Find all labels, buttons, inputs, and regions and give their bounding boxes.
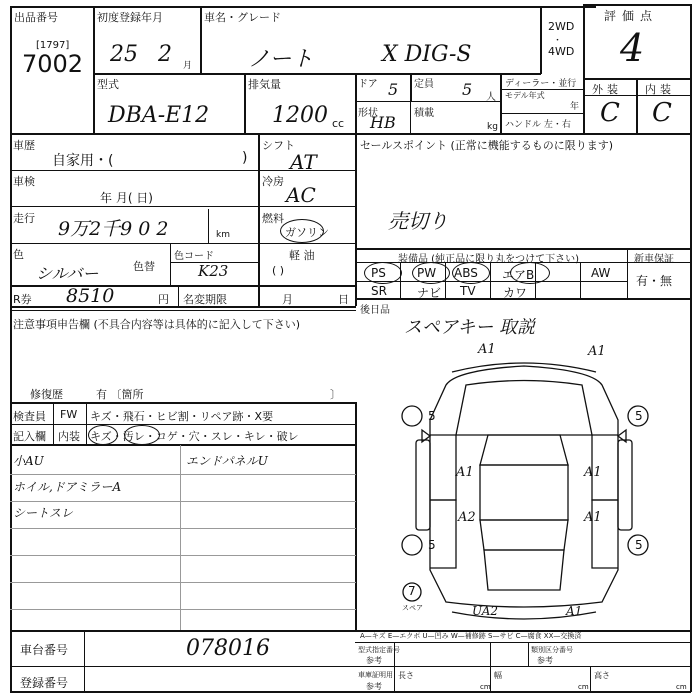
capacity-value: 5 (462, 80, 473, 99)
capacity-label: 定員 (414, 79, 434, 90)
circle-ps (364, 262, 402, 284)
spare-grade: 7 (408, 584, 416, 598)
lot-no-label: 出品番号 (14, 11, 58, 24)
circle-interior-scratch (88, 425, 118, 445)
spare-label: スペア (402, 604, 423, 612)
car-grade: X DIG-S (382, 42, 472, 67)
notes-label: 注意事項申告欄 (不具合内容等は具体的に記入して下さい) (13, 318, 301, 331)
ac-value: AC (286, 183, 316, 207)
name-change-day: 日 (338, 293, 349, 306)
inspector-label-1: 検査員 (13, 410, 46, 423)
mark-a1-mid-left: A1 (456, 465, 474, 480)
interior-inspect-options: キズ・汚レ・コゲ・穴・スレ・キレ・破レ (90, 430, 299, 443)
fuel-selected-circle (280, 219, 324, 243)
legend: A—キズ E—エクボ U—凹み W—補修跡 S—サビ C—腐食 XX—交換済 (360, 632, 582, 640)
shape-value: HB (370, 113, 396, 132)
reg-month: 2 (158, 42, 172, 67)
repair-value: 有 〔箇所 (96, 388, 144, 401)
color-value: シルバー (36, 264, 99, 283)
remark-left-3: シートスレ (13, 506, 73, 520)
mark-a2-left: A2 (458, 510, 476, 525)
lot-number: 7002 (22, 50, 84, 78)
interior-inspect-label: 内装 (58, 430, 80, 443)
equip-airbag: エアB (502, 268, 535, 282)
wheel-rear-left (402, 535, 422, 555)
model-year-unit: 年 (570, 102, 580, 112)
drive-dot: ・ (553, 36, 563, 46)
shift-label: シフト (262, 139, 295, 152)
car-name: ノート (248, 47, 314, 72)
color-code-label: 色コード (174, 251, 214, 262)
dealer-label: ディーラー・並行 (505, 79, 577, 89)
mark-a1-mid-right: A1 (584, 465, 602, 480)
interior-grade: C (652, 98, 672, 128)
model-label: 型式 (97, 78, 119, 91)
eval-score: 4 (620, 26, 645, 70)
equip-tv: TV (460, 284, 476, 298)
displacement-label: 排気量 (248, 78, 281, 91)
fuel-gasoline: ガソリン (285, 226, 329, 239)
inspection-label: 車検 (13, 175, 35, 188)
new-car-warranty-value: 有・無 (636, 274, 673, 288)
shift-value: AT (290, 150, 317, 174)
history-close: ) (242, 150, 248, 166)
remark-right-1: エンドパネルU (186, 454, 268, 468)
mark-a1-low-right: A1 (584, 510, 602, 525)
inspection-value: 年 月( 日) (100, 191, 153, 205)
wheel-front-left (402, 406, 422, 426)
type-cert-label: 型式指定番号 (358, 646, 400, 654)
remark-left-1: 小AU (13, 454, 44, 468)
car-diagram (356, 340, 690, 630)
name-change-month: 月 (282, 293, 293, 306)
later-items-label: 後日品 (360, 305, 390, 316)
equip-abs: ABS (454, 266, 478, 280)
wheel-rl-grade: 5 (428, 538, 436, 552)
mark-a1-top-right: A1 (588, 344, 606, 359)
class-label: 類別区分番号 (531, 646, 573, 654)
inspector-label-2: 記入欄 (13, 430, 46, 443)
garage-cert-label: 車庫証明用 (358, 671, 393, 679)
wheel-fr-grade: 5 (635, 409, 643, 423)
capacity-unit: 人 (486, 92, 496, 103)
sales-point-label: セールスポイント (正常に機能するものに限ります) (360, 139, 614, 152)
width-label: 幅 (494, 671, 502, 680)
equip-sr: SR (371, 284, 387, 298)
lot-sub: [1797] (36, 40, 70, 51)
class-ref: 参考 (537, 656, 553, 665)
load-unit: kg (487, 122, 498, 132)
mark-ua2-bottom: UA2 (472, 604, 499, 618)
color-label: 色 (13, 248, 24, 261)
circle-airbag (510, 262, 550, 284)
chassis-label: 車台番号 (20, 643, 69, 657)
model-year-label: モデル年式 (505, 91, 545, 100)
equipment-label: 装備品 (純正品に限り丸をつけて下さい) (398, 254, 579, 265)
equip-navi: ナビ (417, 286, 442, 300)
remark-left-2: ホイル,ドアミラーA (13, 480, 122, 494)
name-change-label: 名変期限 (183, 293, 227, 306)
equip-aw: AW (591, 266, 611, 280)
mileage-value: 9万2千9 0 2 (58, 218, 169, 240)
sales-point-text: 売切り (388, 209, 448, 233)
exterior-grade: C (600, 98, 620, 128)
fuel-diesel: 軽 油 (289, 249, 315, 262)
wheel-fl-grade: 5 (428, 409, 436, 423)
load-label: 積載 (414, 108, 434, 119)
shape-label: 形状 (358, 108, 378, 119)
circle-abs (452, 262, 490, 284)
repair-label: 修復歴 (30, 388, 63, 401)
drive-2wd: 2WD (548, 20, 575, 33)
width-unit: cm (578, 683, 589, 691)
reg-date-label: 初度登録年月 (97, 11, 163, 24)
car-name-label: 車名・グレード (204, 11, 281, 24)
handle-label: ハンドル 左・右 (505, 120, 571, 130)
mark-a1-bottom: A1 (566, 604, 583, 618)
model-code: DBA-E12 (108, 103, 210, 128)
height-unit: cm (676, 683, 687, 691)
recycle-label: R券 (13, 293, 32, 306)
reg-number-label: 登録番号 (20, 676, 69, 690)
length-label: 長さ (398, 671, 414, 680)
mileage-label: 走行 (13, 212, 35, 225)
ac-label: 冷房 (262, 175, 284, 188)
fuel-label: 燃料 (262, 212, 284, 225)
recycle-yen: 円 (158, 293, 169, 306)
repair-close: 〕 (330, 388, 341, 401)
fw-options: キズ・飛石・ヒビ割・リペア跡・X要 (90, 410, 274, 423)
color-change-label: 色替 (133, 260, 155, 273)
doors-value: 5 (388, 80, 399, 99)
later-items-text: スペアキー 取説 (404, 317, 536, 338)
fuel-other: ( ) (272, 264, 285, 277)
interior-label: 内装 (645, 83, 675, 96)
displacement-value: 1200 (272, 103, 328, 128)
color-code-value: K23 (198, 262, 229, 280)
eval-label: 評価点 (604, 9, 659, 23)
exterior-label: 外装 (592, 83, 622, 96)
equip-pw: PW (417, 266, 437, 280)
garage-cert-ref: 参考 (366, 682, 382, 691)
equip-ps: PS (371, 266, 386, 280)
mark-a1-top-left: A1 (478, 342, 496, 357)
recycle-value: 8510 (66, 285, 115, 307)
history-value: 自家用・( (52, 153, 114, 169)
type-cert-ref: 参考 (366, 656, 382, 665)
mileage-unit: km (216, 230, 230, 240)
chassis-number: 078016 (186, 636, 270, 661)
wheel-rr-grade: 5 (635, 538, 643, 552)
reg-year: 25 (110, 42, 138, 67)
history-label: 車歴 (13, 139, 35, 152)
circle-pw (412, 262, 450, 284)
equip-leather: カワ (503, 286, 528, 300)
drive-4wd: 4WD (548, 45, 575, 58)
length-unit: cm (480, 683, 491, 691)
new-car-warranty-label: 新車保証 (634, 254, 674, 265)
doors-label: ドア (358, 79, 378, 90)
reg-month-unit: 月 (183, 61, 193, 71)
height-label: 高さ (594, 671, 610, 680)
fw-label: FW (60, 408, 78, 421)
circle-interior-dirt (124, 425, 160, 445)
displacement-unit: cc (332, 117, 345, 130)
